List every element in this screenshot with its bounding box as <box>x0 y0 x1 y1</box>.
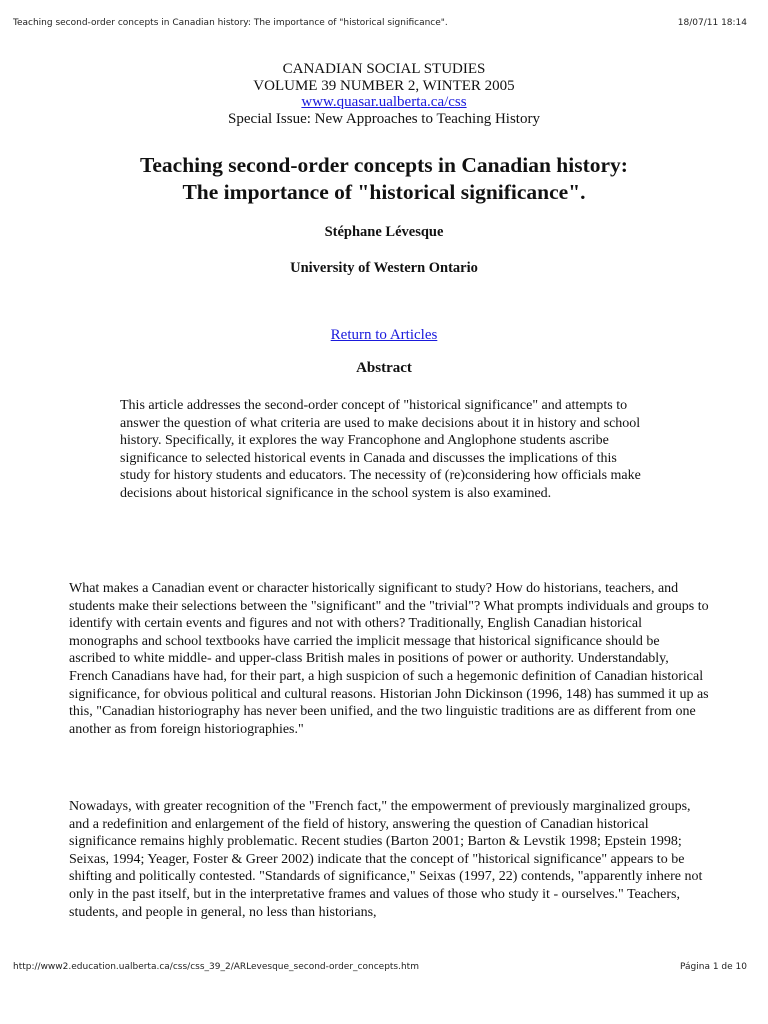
print-header <box>13 18 747 28</box>
masthead <box>0 61 768 127</box>
author-affiliation: University of Western Ontario <box>290 260 478 276</box>
abstract-text: This article addresses the second-order concept of "historical significance" and attempts to answer the question of what criteria are used to make decisions about it in history and school history. Specifically, it explores the way Francophone and Anglophone students ascribe significance to selected historical events in Canada and discusses the implications of this study for history students and educators. The necessity of (re)considering how officials make decisions about historical significance in the school system is also examined. <box>120 398 641 501</box>
article-title-line2: The importance of "historical significance". <box>182 180 586 204</box>
abstract-heading: Abstract <box>356 360 412 376</box>
print-header-title: Teaching second-order concepts in Canadian history: The importance of "historical significance". <box>13 18 448 28</box>
author-name: Stéphane Lévesque <box>324 224 444 240</box>
print-footer <box>13 962 747 972</box>
print-header-datetime: 18/07/11 18:14 <box>677 18 747 28</box>
special-issue: Special Issue: New Approaches to Teaching History <box>228 110 540 127</box>
return-to-articles-link[interactable]: Return to Articles <box>330 327 438 343</box>
journal-url-link[interactable]: www.quasar.ualberta.ca/css <box>301 94 467 110</box>
body-paragraph-1: What makes a Canadian event or character historically significant to study? How do historians, teachers, and students make their selections between the "significant" and the "trivial"? What prompts individuals and groups to identify with certain events and figures and not with others? Traditionally, English Canadian historical monographs and school textbooks have carried the implicit message that historical significance should be ascribed to white middle- and upper-class British males in positions of power or authority. Understandably, French Canadians have had, for their part, a high suspicion of such a hegemonic definition of Canadian historical significance, for obvious political and cultural reasons. Historian John Dickinson (1996, 148) has summed it up as this, "Canadian historiography has never been unified, and the two linguistic traditions are as different from one another as from foreign historiographies." <box>69 581 709 737</box>
article-title <box>0 152 768 206</box>
journal-name: CANADIAN SOCIAL STUDIES <box>282 61 486 77</box>
print-footer-page-number: Página 1 de 10 <box>680 962 747 972</box>
body-paragraph-2: Nowadays, with greater recognition of the "French fact," the empowerment of previously marginalized groups, and a redefinition and enlargement of the field of history, answering the question of Canadian historical significance remains highly problematic. Recent studies (Barton 2001; Barton & Levstik 1998; Epstein 1998; Seixas, 1994; Yeager, Foster & Greer 2002) indicate that the concept of "historical significance" appears to be shifting and politically contested. "Standards of significance," Seixas (1997, 22) contends, "apparently inhere not only in the past itself, but in the interpretative frames and values of those who study it - ourselves." Teachers, students, and people in general, no less than historians, <box>69 799 703 920</box>
volume-info: VOLUME 39 NUMBER 2, WINTER 2005 <box>253 77 515 94</box>
print-footer-url: http://www2.education.ualberta.ca/css/css_39_2/ARLevesque_second-order_concepts.htm <box>13 962 419 972</box>
article-title-line1: Teaching second-order concepts in Canadian history: <box>140 153 628 177</box>
